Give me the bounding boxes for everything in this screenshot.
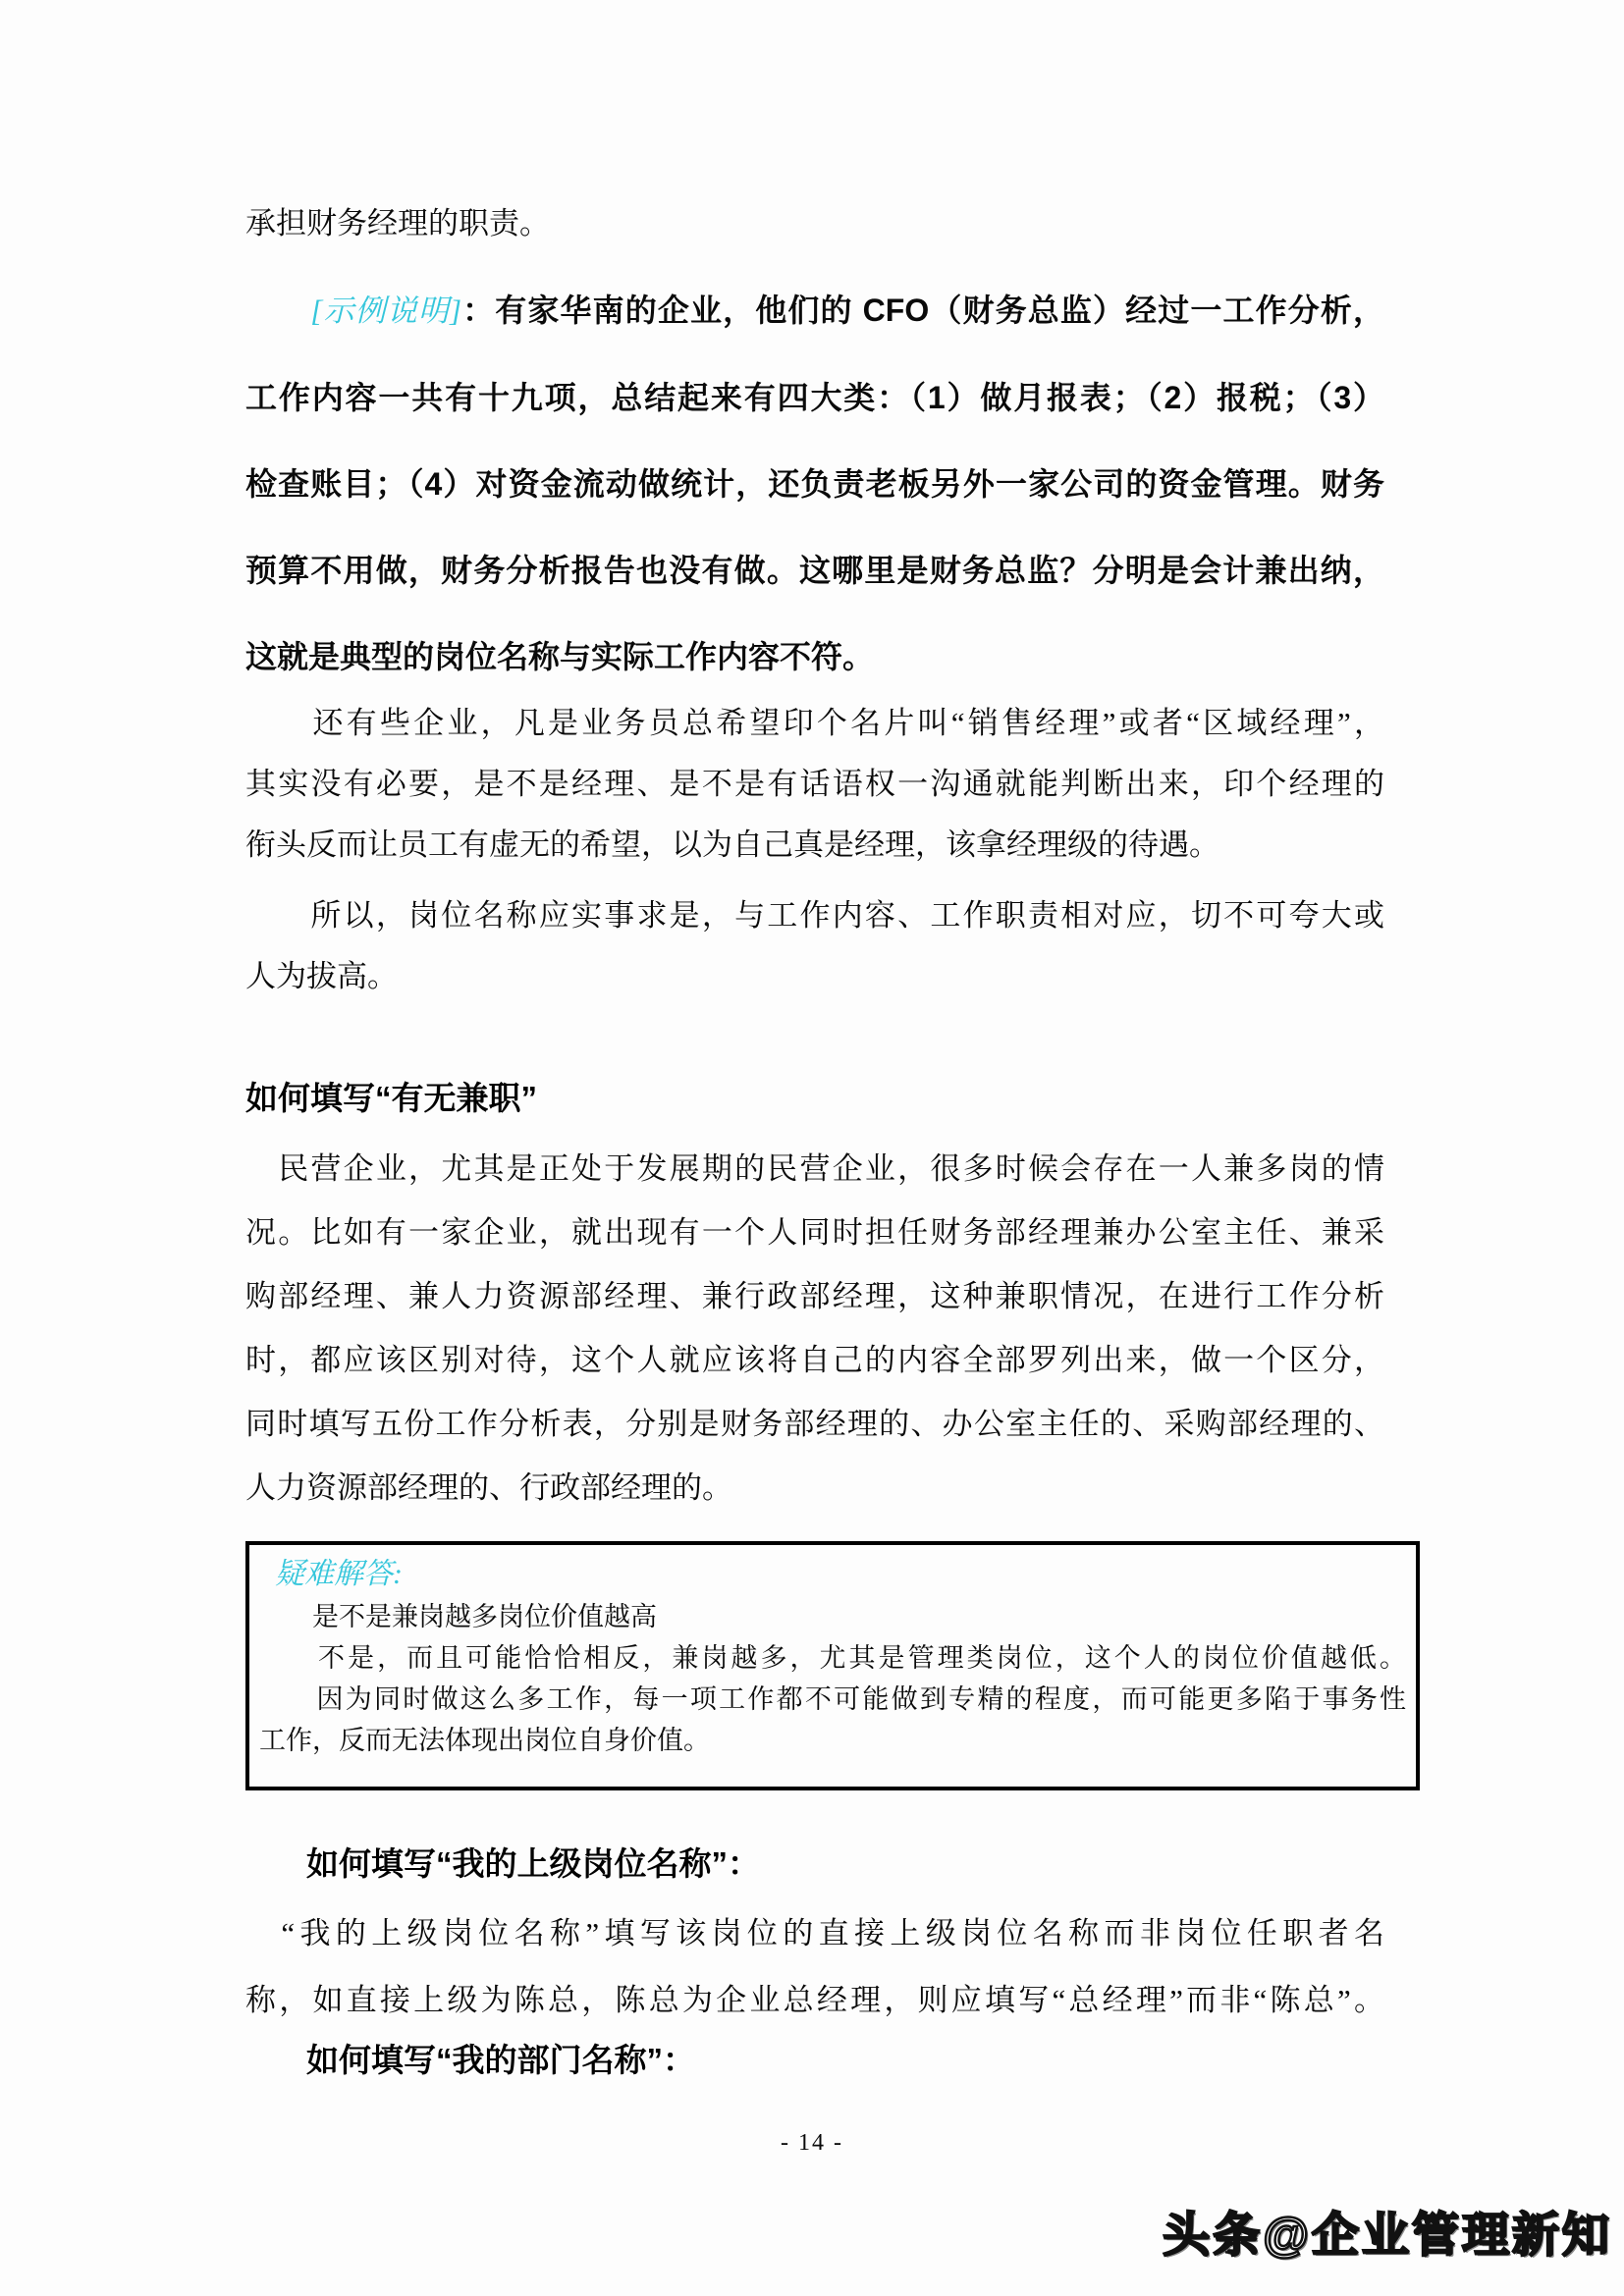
intro-paragraph (245, 201, 1384, 246)
example-line-rest: ：有家华南的企业，他们的 CFO（财务总监）经过一工作分析， (461, 293, 1384, 328)
text-line: 所以，岗位名称应实事求是，与工作内容、工作职责相对应，切不可夸大或 (245, 898, 1384, 933)
text-line: 衔头反而让员工有虚无的希望，以为自己真是经理，该拿经理级的待遇。 (245, 828, 1219, 862)
paragraph-superior-title (245, 1900, 1384, 2034)
qa-box-label: 疑难解答: (275, 1558, 403, 1590)
watermark: 头条@企业管理新知 (1163, 2210, 1612, 2262)
qa-answer-line: 因为同时做这么多工作，每一项工作都不可能做到专精的程度，而可能更多陷于事务性 (259, 1684, 1406, 1714)
text-line: 人为拔高。 (245, 959, 398, 993)
text-line: 还有些企业，凡是业务员总希望印个名片叫“销售经理”或者“区域经理”， (245, 706, 1384, 740)
section-heading-shangji: 如何填写“我的上级岗位名称”： (306, 1845, 760, 1882)
text-line: 预算不用做，财务分析报告也没有做。这哪里是财务总监？分明是会计兼出纳， (245, 553, 1384, 588)
text-line: 时，都应该区别对待，这个人就应该将自己的内容全部罗列出来，做一个区分， (245, 1343, 1384, 1377)
text-line: 况。比如有一家企业，就出现有一个人同时担任财务部经理兼办公室主任、兼采 (245, 1215, 1384, 1250)
text-line: 称，如直接上级为陈总，陈总为企业总经理，则应填写“总经理”而非“陈总”。 (245, 1983, 1384, 2017)
qa-question-line: 是不是兼岗越多岗位价值越高 (259, 1602, 657, 1631)
qa-answer-line: 不是，而且可能恰恰相反，兼岗越多，尤其是管理类岗位，这个人的岗位价值越低。 (259, 1643, 1406, 1673)
example-label: [示例说明] (310, 294, 462, 328)
page-number: - 14 - (781, 2130, 843, 2156)
text-line: 这就是典型的岗位名称与实际工作内容不符。 (245, 639, 875, 674)
text-line: 承担财务经理的职责。 (245, 206, 550, 240)
text-line: 其实没有必要，是不是经理、是不是有话语权一沟通就能判断出来，印个经理的 (245, 767, 1384, 801)
text-line: 检查账目；（4）对资金流动做统计，还负责老板另外一家公司的资金管理。财务 (245, 466, 1384, 502)
text-line: 购部经理、兼人力资源部经理、兼行政部经理，这种兼职情况，在进行工作分析 (245, 1279, 1384, 1313)
text-line: 人力资源部经理的、行政部经理的。 (245, 1470, 732, 1505)
paragraph-conclusion (245, 885, 1384, 1007)
paragraph-business-cards (245, 693, 1384, 876)
first-line-indent (245, 293, 310, 328)
text-line: 同时填写五份工作分析表，分别是财务部经理的、办公室主任的、采购部经理的、 (245, 1407, 1384, 1441)
section-heading-jianzhi: 如何填写“有无兼职” (245, 1080, 537, 1116)
example-paragraph (245, 267, 1384, 700)
qa-answer-line: 工作，反而无法体现出岗位自身价值。 (259, 1726, 710, 1755)
example-first-line (245, 267, 1384, 354)
text-line: 民营企业，尤其是正处于发展期的民营企业，很多时候会存在一人兼多岗的情 (245, 1151, 1384, 1186)
text-line: 工作内容一共有十九项，总结起来有四大类：（1）做月报表；（2）报税；（3） (245, 380, 1384, 415)
text-line: “我的上级岗位名称”填写该岗位的直接上级岗位名称而非岗位任职者名 (245, 1916, 1384, 1950)
qa-box (245, 1541, 1420, 1790)
paragraph-private-enterprise (245, 1137, 1384, 1520)
section-heading-bumen: 如何填写“我的部门名称”： (306, 2042, 695, 2078)
